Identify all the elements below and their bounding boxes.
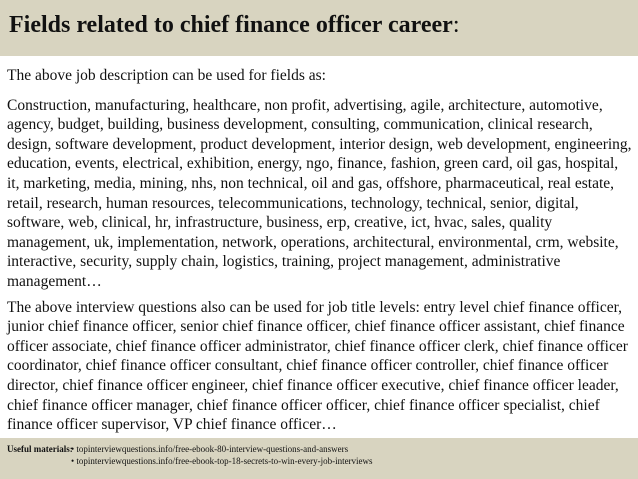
- footer-row-2: [7, 455, 638, 467]
- intro-paragraph: The above job description can be used for fields as:: [7, 67, 326, 84]
- footer-link-ebook-80[interactable]: • topinterviewquestions.info/free-ebook-80-interview-questions-and-answers: [71, 444, 349, 454]
- slide-footer: [0, 438, 638, 479]
- job-levels-paragraph: The above interview questions also can be used for job title levels: entry level chief finance officer, junior chief finance officer, senior chief finance officer, chief finance officer assistant, chief finance officer associate, chief finance officer administrator, chief finance officer clerk, chief finance officer coordinator, chief finance officer consultant, chief finance officer controller, chief finance officer director, chief finance officer engineer, chief finance officer executive, chief finance officer leader, chief finance officer manager, chief finance officer officer, chief finance officer specialist, chief finance officer supervisor, VP chief finance officer…: [7, 298, 628, 434]
- slide-header: [0, 0, 638, 56]
- footer-indent: [7, 455, 71, 467]
- slide-body: [7, 66, 633, 435]
- fields-paragraph: Construction, manufacturing, healthcare, non profit, advertising, agile, architecture, automotive, agency, budget, building, business development, consulting, communication, clinical research, design, software development, product development, interior design, web development, engineering, education, events, electrical, exhibition, energy, ngo, finance, fashion, green card, oil gas, hospital, it, marketing, media, mining, nhs, non technical, oil and gas, offshore, pharmaceutical, real estate, retail, research, human resources, telecommunications, technology, technical, senior, digital, software, web, clinical, hr, infrastructure, business, erp, creative, ict, hvac, sales, quality management, uk, implementation, network, operations, architectural, environmental, crm, website, interactive, security, supply chain, logistics, training, project management, administrative management…: [7, 96, 632, 290]
- slide-title: [9, 10, 638, 40]
- footer-link-ebook-18[interactable]: • topinterviewquestions.info/free-ebook-top-18-secrets-to-win-every-job-interviews: [71, 456, 373, 466]
- footer-row-1: [7, 443, 638, 455]
- footer-label: Useful materials:: [7, 444, 73, 454]
- slide-title-text: Fields related to chief finance officer career: [9, 12, 453, 38]
- slide-title-colon: :: [452, 12, 460, 38]
